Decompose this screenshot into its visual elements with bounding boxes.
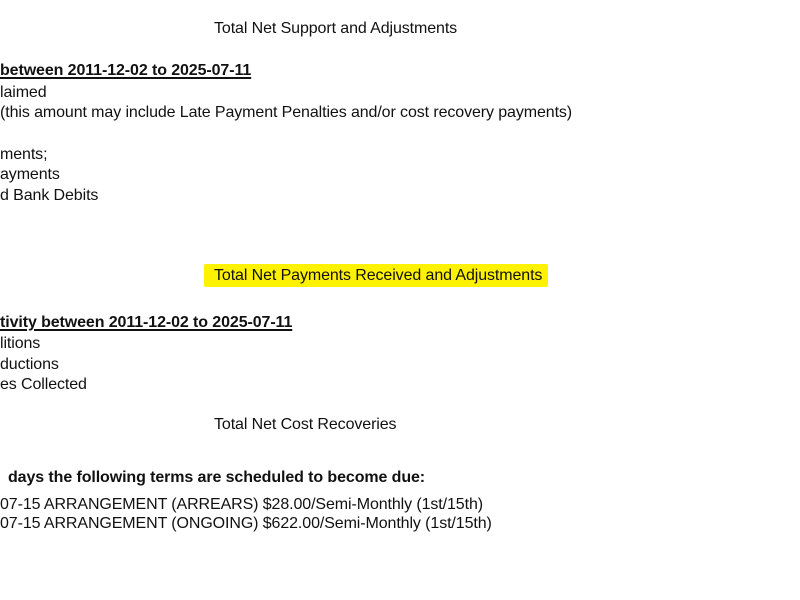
support-claimed-line: laimed — [0, 84, 47, 101]
activity-additions-line: litions — [0, 335, 41, 352]
highlighted-text: Total Net Payments Received and Adjustments — [204, 264, 548, 287]
payment-item-payments: ayments — [0, 166, 60, 183]
total-net-cost-recoveries-heading: Total Net Cost Recoveries — [214, 416, 397, 433]
support-period-heading: between 2011-12-02 to 2025-07-11 — [0, 62, 252, 79]
activity-period-heading: tivity between 2011-12-02 to 2025-07-11 — [0, 314, 293, 331]
payment-item-bank-debits: d Bank Debits — [0, 187, 99, 204]
schedule-intro: days the following terms are scheduled to become due: — [8, 469, 426, 486]
schedule-term-arrears: 07-15 ARRANGEMENT (ARREARS) $28.00/Semi-Monthly (1st/15th) — [0, 496, 483, 513]
total-net-support-heading: Total Net Support and Adjustments — [214, 20, 458, 37]
activity-deductions-line: ductions — [0, 356, 59, 373]
payments-label: ments; — [0, 146, 48, 163]
total-net-payments-heading — [204, 266, 548, 286]
schedule-term-ongoing: 07-15 ARRANGEMENT (ONGOING) $622.00/Semi-Monthly (1st/15th) — [0, 515, 492, 532]
activity-fees-collected-line: es Collected — [0, 376, 87, 393]
support-note-line: (this amount may include Late Payment Penalties and/or cost recovery payments) — [0, 104, 573, 121]
